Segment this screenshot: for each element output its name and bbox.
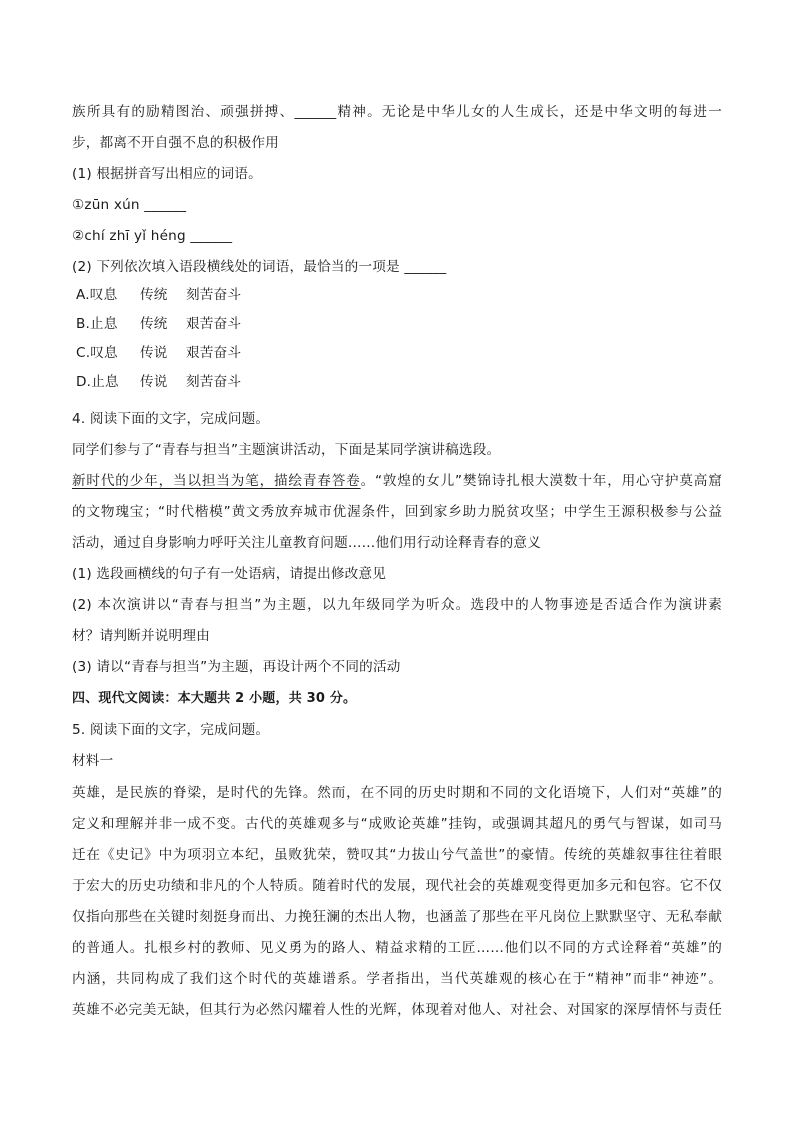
option-word: 刻苦奋斗 [186, 287, 242, 303]
question-4-intro: 同学们参与了“青春与担当”主题演讲活动，下面是某同学演讲稿选段。 [72, 442, 501, 458]
pinyin-label: ①zūn xún [72, 197, 145, 213]
question-4-sub-3: (3) 请以“青春与担当”为主题，再设计两个不同的活动 [72, 659, 401, 675]
option-word: 艰苦奋斗 [186, 316, 242, 332]
question-sub-2 [72, 258, 446, 276]
question-4-sub-2: (2) 本次演讲以“青春与担当”为主题，以九年级同学为听众。选段中的人物事迹是否适合作为演讲素 [72, 597, 722, 613]
pinyin-label: ②chí zhī yǐ héng [72, 228, 191, 244]
material-line: 仅指向那些在关键时刻挺身而出、力挽狂澜的杰出人物，也涵盖了那些在平凡岗位上默默坚守、无私奉献 [72, 909, 722, 925]
material-line: 内涵，共同构成了我们这个时代的英雄谱系。学者指出，当代英雄观的核心在于“精神”而非“神迹”。 [72, 971, 722, 987]
material-line: 定义和理解并非一成不变。古代的英雄观多与“成败论英雄”挂钩，或强调其超凡的勇气与智谋，如司马 [72, 816, 722, 832]
question-4-sub-2-cont: 材？请判断并说明理由 [72, 628, 210, 644]
material-line: 的普通人。扎根乡村的教师、见义勇为的路人、精益求精的工匠……他们以不同的方式诠释着“英雄”的 [72, 940, 722, 956]
section-heading: 四、现代文阅读：本大题共 2 小题，共 30 分。 [72, 691, 357, 706]
speech-text: 。“敦煌的女儿”樊锦诗扎根大漠数十年，用心守护莫高窟 [360, 473, 722, 489]
option-b [76, 315, 241, 333]
option-word: D.止息 [76, 374, 119, 390]
option-word: B.止息 [76, 316, 118, 332]
material-label: 材料一 [72, 753, 114, 769]
question-4-heading: 4. 阅读下面的文字，完成问题。 [72, 411, 270, 427]
answer-blank: ______ [190, 228, 233, 244]
material-line: 迁在《史记》中为项羽立本纪，虽败犹荣，赞叹其“力拔山兮气盖世”的豪情。传统的英雄叙事往往着眼 [72, 847, 722, 863]
speech-line [72, 472, 722, 490]
speech-line: 的文物瑰宝；“时代楷模”黄文秀放弃城市优渥条件，回到家乡助力脱贫攻坚；中学生王源积极参与公益 [72, 504, 722, 520]
option-d [76, 373, 241, 391]
passage-line [72, 103, 722, 121]
material-line: 英雄，是民族的脊梁，是时代的先锋。然而，在不同的历史时期和不同的文化语境下，人们对“英雄”的 [72, 785, 722, 801]
option-word: 传说 [140, 374, 168, 390]
option-word: 传统 [140, 287, 168, 303]
passage-line: 步，都离不开自强不息的积极作用 [72, 135, 279, 151]
option-c [76, 344, 241, 362]
option-word: A.叹息 [76, 287, 118, 303]
material-line: 英雄不必完美无缺，但其行为必然闪耀着人性的光辉，体现着对他人、对社会、对国家的深厚情怀与责任 [72, 1002, 722, 1018]
option-word: 刻苦奋斗 [186, 374, 242, 390]
speech-line: 活动，通过自身影响力呼吁关注儿童教育问题……他们用行动诠释青春的意义 [72, 535, 541, 551]
option-a [76, 286, 241, 304]
answer-blank: ______ [144, 197, 187, 213]
option-word: 传统 [140, 316, 168, 332]
option-word: 传说 [140, 345, 168, 361]
question-sub-1: (1) 根据拼音写出相应的词语。 [72, 166, 262, 182]
pinyin-item-2 [72, 227, 232, 245]
pinyin-item-1 [72, 196, 186, 214]
passage-text: 精神。无论是中华儿女的人生成长，还是中华文明的每进一 [336, 104, 723, 120]
option-word: C.叹息 [76, 345, 118, 361]
passage-text: 族所具有的励精图治、顽强拼搏、 [72, 104, 295, 120]
fill-blank: ______ [294, 104, 337, 120]
material-line: 于宏大的历史功绩和非凡的个人特质。随着时代的发展，现代社会的英雄观变得更加多元和包容。它不仅 [72, 878, 722, 894]
question-text: (2) 下列依次填入语段横线处的词语，最恰当的一项是 [72, 259, 405, 275]
question-5-heading: 5. 阅读下面的文字，完成问题。 [72, 722, 270, 738]
question-4-sub-1: (1) 选段画横线的句子有一处语病，请提出修改意见 [72, 566, 387, 582]
answer-blank: ______ [404, 259, 447, 275]
underlined-sentence: 新时代的少年，当以担当为笔，描绘青春答卷 [72, 473, 361, 489]
option-word: 艰苦奋斗 [186, 345, 242, 361]
